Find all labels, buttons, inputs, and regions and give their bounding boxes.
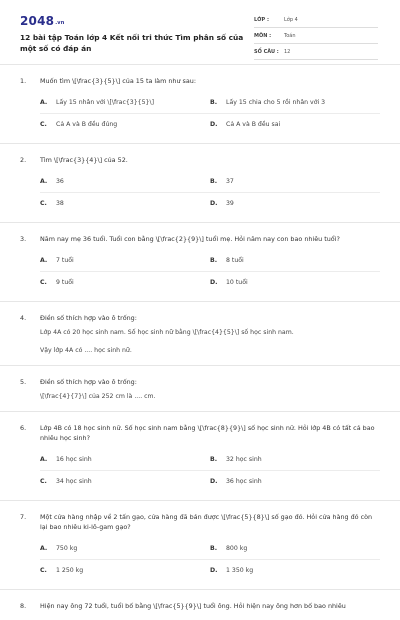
option-text: 38	[56, 200, 64, 207]
option-letter: B.	[210, 456, 218, 463]
option-letter: A.	[40, 545, 48, 552]
option-letter: B.	[210, 545, 218, 552]
question-text: Một cửa hàng nhập về 2 tấn gạo, cửa hàng đã bán được \[\frac{5}{8}\] số gạo đó. Hỏi cửa hàng đó còn lại bao nhiêu ki-lô-gam gạo?	[40, 513, 373, 531]
option-text: 8 tuổi	[226, 257, 244, 264]
fill-in-blank[interactable]: Vậy lớp 4A có .... học sinh nữ.	[40, 347, 132, 354]
meta-table	[254, 12, 378, 60]
option-a[interactable]	[40, 449, 210, 470]
option-c[interactable]	[40, 193, 210, 213]
question-number: 4.	[20, 314, 27, 322]
question-5	[0, 365, 400, 411]
question-3	[0, 222, 400, 301]
question-number: 8.	[20, 602, 27, 610]
option-letter: C.	[40, 121, 47, 128]
option-letter: A.	[40, 456, 48, 463]
options	[40, 92, 380, 134]
site-logo[interactable]	[20, 14, 65, 28]
question-number: 3.	[20, 235, 27, 243]
option-text: Cả A và B đều đúng	[56, 121, 118, 128]
option-text: 1 350 kg	[226, 567, 254, 574]
option-letter: A.	[40, 99, 48, 106]
option-text: 34 học sinh	[56, 478, 92, 485]
option-c[interactable]	[40, 560, 210, 580]
question-text: Điền số thích hợp vào ô trống:	[40, 378, 137, 386]
option-d[interactable]	[210, 560, 380, 580]
option-letter: C.	[40, 478, 47, 485]
options	[40, 538, 380, 580]
option-d[interactable]	[210, 114, 380, 134]
question-7	[0, 500, 400, 589]
meta-value: Toán	[284, 33, 296, 39]
question-text: Hiện nay ông 72 tuổi, tuổi bố bằng \[\frac{5}{9}\] tuổi ông. Hỏi hiện nay ông hơn bố bao nhiêu	[40, 602, 346, 610]
option-d[interactable]	[210, 193, 380, 213]
question-text: Điền số thích hợp vào ô trống:	[40, 314, 137, 322]
option-text: 750 kg	[56, 545, 78, 552]
question-text: Lớp 4B có 18 học sinh nữ. Số học sinh nam bằng \[\frac{8}{9}\] số học sinh nữ. Hỏi lớp 4B có tất cả bao nhiêu học sinh?	[40, 424, 375, 442]
question-number: 5.	[20, 378, 27, 386]
option-letter: D.	[210, 121, 218, 128]
option-b[interactable]	[210, 538, 380, 559]
option-text: Cả A và B đều sai	[226, 121, 281, 128]
option-letter: B.	[210, 257, 218, 264]
question-number: 6.	[20, 424, 27, 432]
question-2	[0, 143, 400, 222]
meta-value: Lớp 4	[284, 17, 298, 23]
meta-value: 12	[284, 49, 291, 55]
option-d[interactable]	[210, 272, 380, 292]
option-b[interactable]	[210, 449, 380, 470]
question-number: 1.	[20, 77, 27, 85]
option-d[interactable]	[210, 471, 380, 491]
option-c[interactable]	[40, 471, 210, 491]
option-b[interactable]	[210, 250, 380, 271]
option-text: 9 tuổi	[56, 279, 74, 286]
meta-label: MÔN :	[254, 33, 272, 39]
option-text: Lấy 15 chia cho 5 rồi nhân với 3	[226, 99, 326, 106]
option-a[interactable]	[40, 250, 210, 271]
options	[40, 449, 380, 491]
option-text: 10 tuổi	[226, 279, 248, 286]
option-letter: C.	[40, 200, 47, 207]
option-letter: D.	[210, 567, 218, 574]
option-text: Lấy 15 nhân với \[\frac{3}{5}\]	[56, 99, 154, 106]
option-a[interactable]	[40, 92, 210, 113]
option-letter: D.	[210, 279, 218, 286]
meta-row-grade	[254, 12, 378, 28]
option-letter: A.	[40, 178, 48, 185]
meta-label: SỐ CÂU :	[254, 49, 279, 55]
option-b[interactable]	[210, 171, 380, 192]
question-text: Năm nay mẹ 36 tuổi. Tuổi con bằng \[\frac{2}{9}\] tuổi mẹ. Hỏi năm nay con bao nhiêu tuổi?	[40, 235, 340, 243]
option-c[interactable]	[40, 272, 210, 292]
option-letter: C.	[40, 279, 47, 286]
meta-label: LỚP :	[254, 17, 269, 23]
logo-sub-text: .vn	[55, 20, 65, 26]
option-b[interactable]	[210, 92, 380, 113]
option-text: 800 kg	[226, 545, 248, 552]
question-text: Muốn tìm \[\frac{3}{5}\] của 15 ta làm như sau:	[40, 77, 196, 85]
option-a[interactable]	[40, 171, 210, 192]
option-letter: D.	[210, 200, 218, 207]
question-4	[0, 301, 400, 365]
option-text: 37	[226, 178, 234, 185]
page-header	[0, 0, 400, 64]
option-text: 7 tuổi	[56, 257, 74, 264]
option-text: 16 học sinh	[56, 456, 92, 463]
option-c[interactable]	[40, 114, 210, 134]
option-text: 1 250 kg	[56, 567, 84, 574]
option-letter: A.	[40, 257, 48, 264]
question-8	[0, 589, 400, 620]
option-letter: C.	[40, 567, 47, 574]
question-number: 2.	[20, 156, 27, 164]
meta-row-count	[254, 44, 378, 60]
fill-in-blank[interactable]: \[\frac{4}{7}\] của 252 cm là .... cm.	[40, 393, 156, 400]
option-letter: B.	[210, 99, 218, 106]
question-list	[0, 64, 400, 620]
option-letter: B.	[210, 178, 218, 185]
option-text: 32 học sinh	[226, 456, 262, 463]
question-text: Tìm \[\frac{3}{4}\] của 52.	[40, 156, 128, 164]
options	[40, 171, 380, 213]
option-text: 36 học sinh	[226, 478, 262, 485]
logo-main-text: 2048	[20, 14, 55, 28]
question-statement: Lớp 4A có 20 học sinh nam. Số học sinh nữ bằng \[\frac{4}{5}\] số học sinh nam.	[40, 329, 294, 336]
options	[40, 250, 380, 292]
option-text: 36	[56, 178, 64, 185]
page-title: 12 bài tập Toán lớp 4 Kết nối tri thức Tìm phân số của một số có đáp án	[20, 33, 244, 53]
question-number: 7.	[20, 513, 27, 521]
question-1	[0, 64, 400, 143]
option-letter: D.	[210, 478, 218, 485]
option-a[interactable]	[40, 538, 210, 559]
question-6	[0, 411, 400, 500]
option-text: 39	[226, 200, 234, 207]
meta-row-subject	[254, 28, 378, 44]
